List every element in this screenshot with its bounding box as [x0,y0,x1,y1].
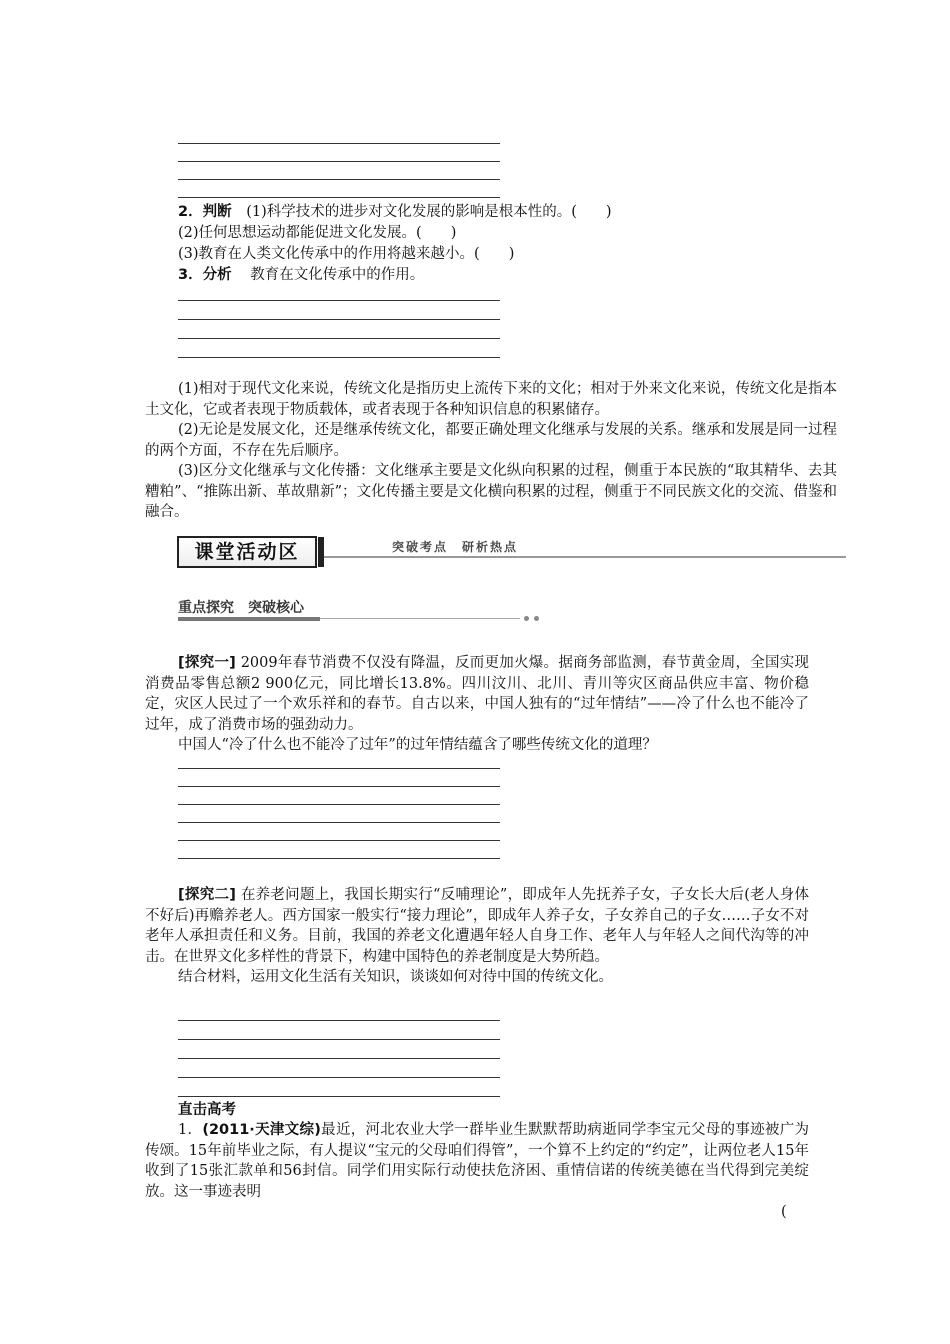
explore-1-body: 2009年春节消费不仅没有降温，反而更加火爆。据商务部监测，春节黄金周，全国实现消费品零售总额2 900亿元，同比增长13.8%。四川汶川、北川、青川等灾区商品供应丰富、物价稳定，灾区人民过了一个欢乐祥和的春节。自古以来，中国人独有的“过年情结”——冷了什么也不能冷了过年，成了消费市场的强劲动力。 [145,655,809,733]
judge-item-1: (1)科学技术的进步对文化发展的影响是根本性的。( ) [246,204,612,220]
section-banner-subtitle: 突破考点 研析热点 [392,540,519,554]
note-3: (3)区分文化继承与文化传播：文化继承主要是文化纵向积累的过程，侧重于本民族的“取其精华、去其糟粕”、“推陈出新、革故鼎新”；文化传播主要是文化横向积累的过程，侧重于不同民族文化的交流、借鉴和融合。 [145,463,837,520]
answer-line[interactable] [178,338,500,339]
judge-question-1 [178,202,612,222]
explore-2-label: [探究二] [178,887,236,903]
gaokao-heading: 直击高考 [178,1102,236,1118]
judge-item-2: (2)任何思想运动都能促进文化发展。( ) [178,225,457,241]
decor-dot [534,616,539,621]
answer-line[interactable] [178,804,500,805]
answer-line[interactable] [178,197,500,198]
answer-line[interactable] [178,858,500,859]
analyze-question [178,265,424,285]
answer-line[interactable] [178,1096,500,1097]
note-1: (1)相对于现代文化来说，传统文化是指历史上流传下来的文化；相对于外来文化来说，传统文化是指本土文化，它或者表现于物质载体，或者表现于各种知识信息的积累储存。 [145,381,837,418]
analyze-label: 3．分析 [178,267,232,283]
answer-line[interactable] [178,143,500,144]
section-banner-title: 课堂活动区 [177,536,317,568]
explore-2 [145,885,809,988]
answer-line[interactable] [178,786,500,787]
answer-line[interactable] [178,357,500,358]
judge-label: 2．判断 [178,204,232,220]
gaokao-question-1 [145,1120,809,1202]
explore-1 [145,653,809,756]
answer-line[interactable] [178,179,500,180]
explore-2-body: 在养老问题上，我国长期实行“反哺理论”，即成年人先抚养子女，子女长大后(老人身体不好后)再赡养老人。西方国家一般实行“接力理论”，即成年人养子女，子女养自己的子女……子女不对老年人承担责任和义务。目前，我国的养老文化遭遇年轻人自身工作、老年人与年轻人之间代沟等的冲击。在世界文化多样性的背景下，构建中国特色的养老制度是大势所趋。 [145,887,809,965]
answer-line[interactable] [178,840,500,841]
answer-line[interactable] [178,161,500,162]
gaokao-number: 1． [178,1122,203,1138]
explore-1-label: [探究一] [178,655,236,671]
banner-divider [324,556,846,558]
sub-heading: 重点探究 突破核心 [178,600,304,616]
answer-line[interactable] [178,1039,500,1040]
decor-dot [524,616,529,621]
answer-line[interactable] [178,300,500,301]
gaokao-text: 最近，河北农业大学一群毕业生默默帮助病逝同学李宝元父母的事迹被广为传颂。15年前毕业之际，有人提议“宝元的父母咱们得管”，一个算不上约定的“约定”，让两位老人15年收到了15张汇款单和56封信。同学们用实际行动使扶危济困、重情信诺的传统美德在当代得到完美绽放。这一事迹表明 [145,1122,809,1200]
notes-block [145,379,837,523]
analyze-text: 教育在文化传承中的作用。 [250,267,425,283]
explore-2-question: 结合材料，运用文化生活有关知识，谈谈如何对待中国的传统文化。 [178,969,613,985]
sub-heading-divider [320,618,520,619]
explore-2-text [145,885,809,967]
sub-heading-bar [178,617,320,621]
answer-line[interactable] [178,1077,500,1078]
answer-line[interactable] [178,768,500,769]
answer-line[interactable] [178,319,500,320]
banner-bar [318,537,324,567]
answer-line[interactable] [178,1058,500,1059]
judge-item-3: (3)教育在人类文化传承中的作用将越来越小。( ) [178,246,515,262]
answer-line[interactable] [178,822,500,823]
explore-1-text [145,653,809,735]
answer-line[interactable] [178,1020,500,1021]
answer-paren[interactable]: ( [781,1204,787,1220]
note-2: (2)无论是发展文化，还是继承传统文化，都要正确处理文化继承与发展的关系。继承和发展是同一过程的两个方面，不存在先后顺序。 [145,422,837,459]
gaokao-source: (2011·天津文综) [202,1122,321,1138]
explore-1-question: 中国人“冷了什么也不能冷了过年”的过年情结蕴含了哪些传统文化的道理？ [178,737,657,753]
